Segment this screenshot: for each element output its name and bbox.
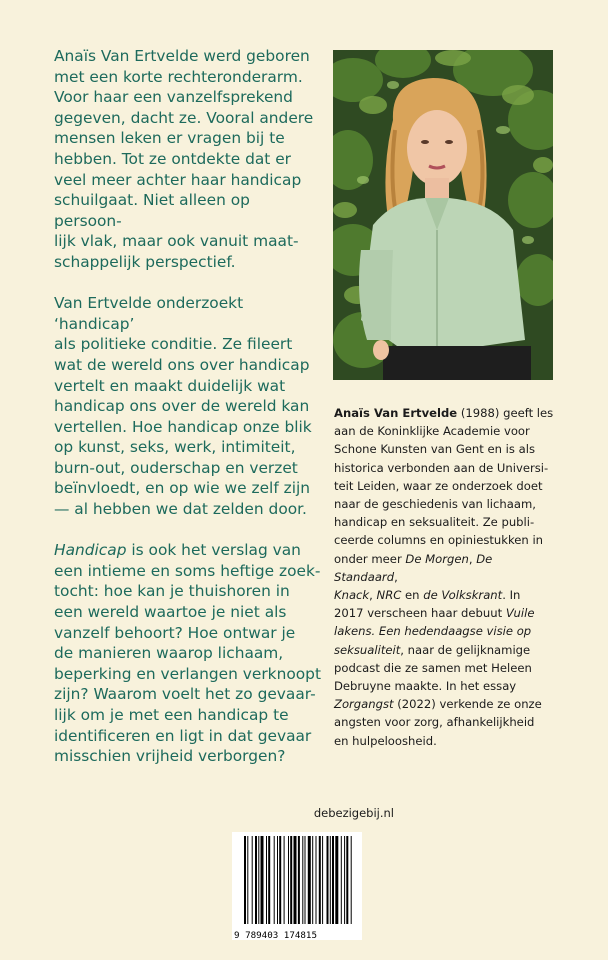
bio-text-part: , naar de gelijknamige podcast die ze samen met Heleen Debruyne maakte. In het essay: [334, 642, 532, 694]
author-name: Anaïs Van Ertvelde: [334, 406, 458, 420]
blurb-paragraph-2: Van Ertvelde onderzoekt ‘handicap’ als politieke conditie. Ze fileert wat de wereld ons over handicap vertelt en maakt duidelijk wat handicap ons over de wereld kan vertellen. Hoe handicap onze blik op kunst, seks, werk, intimiteit, burn-out, ouderschap en verzet beïnvloedt, en op wie we zelf zijn — al hebben we dat zelden door.: [54, 294, 312, 519]
blurb-paragraph-3-text: is ook het verslag van een intieme en soms heftige zoek- tocht: hoe kan je thuishoren in een wereld waartoe je niet als vanzelf behoort? Hoe ontwar je de manieren waarop lichaam, beperking en verlangen verknoopt zijn? Waarom voelt het zo gevaar- lijk om je met een handicap te identificeren en ligt in dat gevaar misschien vrijheid verborgen?: [54, 541, 321, 766]
publication-name: De Standaard: [334, 551, 493, 584]
author-bio: [334, 404, 559, 750]
blurb-paragraph-3: [54, 540, 322, 767]
blurb-paragraph-1: Anaïs Van Ertvelde werd geboren met een korte rechteronderarm. Voor haar een vanzelfsprekend gegeven, dacht ze. Vooral andere mensen leken er vragen bij te hebben. Tot ze ontdekte dat er veel meer achter haar handicap schuilgaat. Niet alleen op persoon- lijk vlak, maar ook vanuit maat- schappelijk perspectief.: [54, 47, 314, 271]
isbn-number: 9 789403 174815: [234, 930, 317, 940]
essay-title: Zorgangst: [334, 697, 394, 712]
bio-text-part: (1988) geeft les aan de Koninklijke Academie voor Schone Kunsten van Gent en is als historica verbonden aan de Universi- teit Leiden, waar ze onderzoek doet naar de geschiedenis van lichaam, handicap en seksualiteit. Ze publi- ceerde columns en opiniestukken in onder meer: [334, 406, 554, 566]
publication-name: Knack: [334, 588, 370, 603]
publication-name: de Volkskrant: [423, 588, 503, 603]
bio-separator: ,: [369, 588, 377, 603]
isbn-barcode: [232, 832, 362, 940]
author-bio-text: [334, 404, 559, 750]
blurb-column: [54, 46, 322, 787]
bio-text-part: . In 2017 verscheen haar debuut: [334, 588, 521, 621]
publication-name: De Morgen: [405, 551, 469, 566]
bio-separator: ,: [394, 569, 398, 584]
bio-separator: en: [401, 588, 424, 603]
bio-text-part: (2022) verkende ze onze angsten voor zorg, afhankelijkheid en hulpeloosheid.: [334, 697, 542, 748]
publication-name: NRC: [376, 588, 402, 603]
debut-book-title: Vuile lakens. Een hedendaagse visie op seksualiteit: [334, 606, 535, 657]
bio-separator: ,: [468, 551, 477, 566]
author-photo: [333, 50, 553, 380]
publisher-website: debezigebij.nl: [313, 806, 394, 820]
book-title-italic: Handicap: [54, 541, 127, 560]
